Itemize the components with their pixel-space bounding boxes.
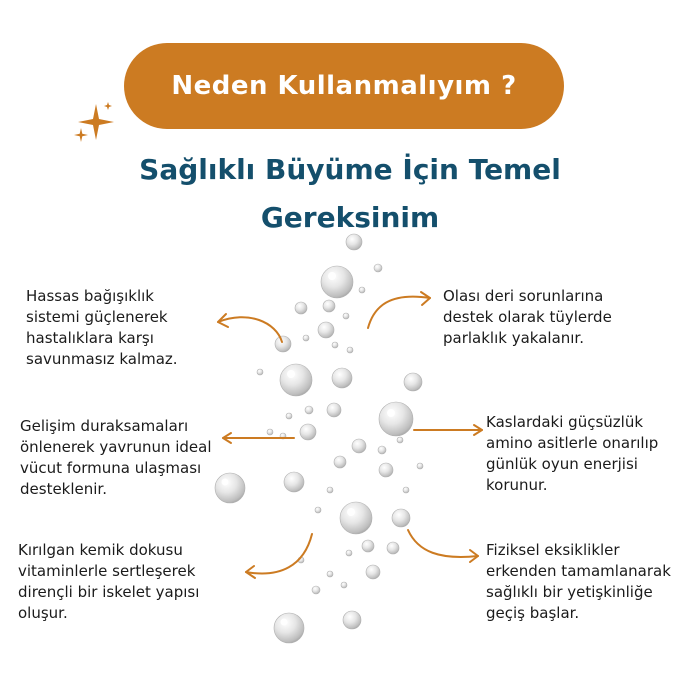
subtitle bbox=[60, 146, 640, 242]
header-title: Neden Kullanmalıyım ? bbox=[171, 71, 517, 101]
arrow-icon-right-1 bbox=[368, 292, 430, 328]
benefit-right-2: Kaslardaki güçsüzlük amino asitlerle onarılıp günlük oyun enerjisi korunur. bbox=[486, 413, 659, 494]
header-pill bbox=[124, 43, 564, 129]
benefit-left-2: Gelişim duraksamaları önlenerek yavrunun ideal vücut formuna ulaşması desteklenir. bbox=[20, 417, 212, 498]
benefit-left-3: Kırılgan kemik dokusu vitaminlerle sertleşerek dirençli bir iskelet yapısı oluşur. bbox=[18, 541, 200, 622]
sparkle-icon bbox=[70, 100, 120, 148]
arrow-icon-right-2 bbox=[414, 425, 482, 435]
benefit-right-3: Fiziksel eksiklikler erkenden tamamlanarak sağlıklı bir yetişkinliğe geçiş başlar. bbox=[486, 541, 671, 622]
arrow-icon-left-1 bbox=[218, 314, 282, 342]
arrow-icon-right-3 bbox=[408, 530, 478, 562]
subtitle-line-2: Gereksinim bbox=[260, 201, 440, 234]
arrow-icon-left-3 bbox=[246, 534, 312, 578]
arrow-icon-left-2 bbox=[223, 433, 294, 443]
benefit-right-1: Olası deri sorunlarına destek olarak tüylerde parlaklık yakalanır. bbox=[443, 287, 612, 347]
benefit-left-1: Hassas bağışıklık sistemi güçlenerek hastalıklara karşı savunmasız kalmaz. bbox=[26, 287, 178, 368]
subtitle-line-1: Sağlıklı Büyüme İçin Temel bbox=[139, 153, 561, 186]
